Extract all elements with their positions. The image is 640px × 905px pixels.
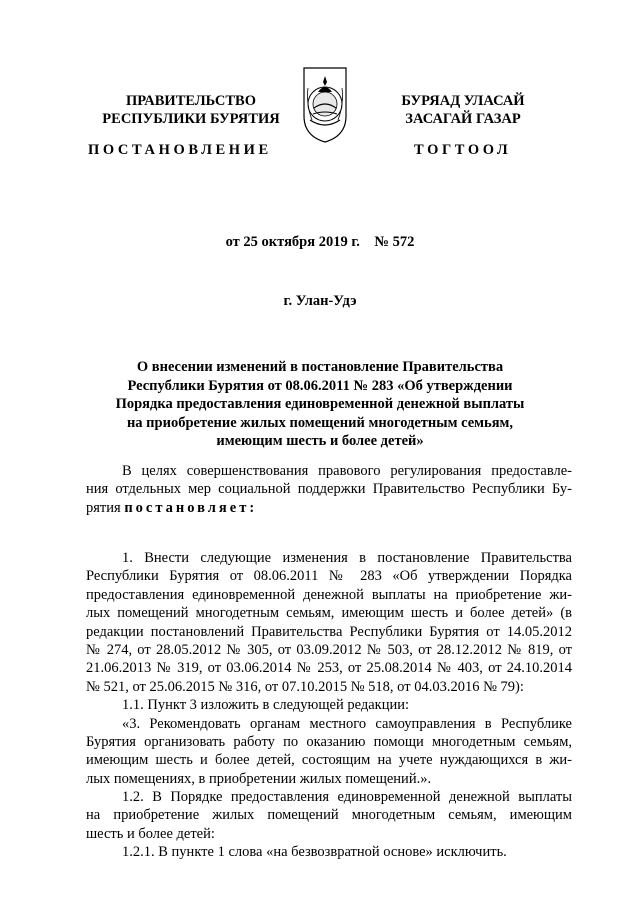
government-name-russian — [96, 92, 286, 128]
preamble-paragraph — [86, 462, 572, 517]
decree-operative-word: постановляет: — [124, 499, 258, 516]
body-line: Республики Бурятия от 08.06.2011 № 283 «Об утверждении Порядка — [86, 568, 572, 585]
coat-of-arms-icon — [298, 64, 352, 144]
decree-date-number: от 25 октября 2019 г. № 572 — [225, 234, 415, 250]
decree-title — [0, 358, 640, 451]
body-line: ния отдельных мер социальной поддержки Правительство Республики Бу- — [86, 481, 572, 498]
body-line: 1. Внести следующие изменения в постановление Правительства — [122, 550, 572, 566]
body-line: редакции постановлений Правительства Республики Бурятия от 14.05.2012 — [86, 623, 572, 640]
header-right-line-1: БУРЯАД УЛАСАЙ — [401, 93, 525, 109]
quote-line: Бурятия организовать работу по оказанию помощи многодетным семьям, — [86, 733, 572, 750]
decree-type-buryat: ТОГТООЛ — [414, 142, 512, 158]
body-line — [86, 499, 572, 517]
quote-line: лых помещениях, в приобретении жилых помещений.». — [86, 770, 432, 787]
title-line: Порядка предоставления единовременной денежной выплаты — [115, 396, 525, 412]
title-line: Республики Бурятия от 08.06.2011 № 283 «Об утверждении — [127, 377, 513, 394]
preamble-text: рятия — [86, 499, 125, 516]
item-1-2-line: 1.2. В Порядке предоставления единовременной денежной выплаты — [122, 789, 572, 806]
decree-city: г. Улан-Удэ — [283, 293, 357, 309]
item-1-2-line: шесть и более детей: — [86, 825, 215, 842]
header-left-line-1: ПРАВИТЕЛЬСТВО — [126, 93, 256, 109]
item-1-2-line: на приобретение жилых помещений многодетным семьям, имеющим — [86, 807, 572, 824]
body-line: 21.06.2013 № 319, от 03.06.2014 № 253, от 25.08.2014 № 403, от 24.10.2014 — [86, 660, 572, 677]
item-1-1-line: 1.1. Пункт 3 изложить в следующей редакции: — [122, 697, 410, 714]
header-left-line-2: РЕСПУБЛИКИ БУРЯТИЯ — [102, 111, 280, 127]
title-line: имеющим шесть и более детей» — [216, 433, 424, 449]
quote-line: имеющим шесть и более детей, состоящим на учете нуждающихся в жи- — [86, 752, 572, 769]
body-line: лых помещений многодетным семьям, имеющим шесть и более детей» (в — [86, 605, 572, 622]
header-right-line-2: ЗАСАГАЙ ГАЗАР — [405, 111, 521, 127]
body-line: № 274, от 28.05.2012 № 305, от 03.09.2012 № 503, от 28.12.2012 № 819, от — [86, 641, 572, 658]
title-line: на приобретение жилых помещений многодетным семьям, — [126, 414, 514, 431]
title-line: О внесении изменений в постановление Правительства — [136, 359, 504, 375]
government-name-buryat — [378, 92, 548, 128]
item-1-section — [86, 549, 572, 862]
body-line: № 521, от 25.06.2015 № 316, от 07.10.2015 № 518, от 04.03.2016 № 79): — [86, 678, 524, 695]
body-line: В целях совершенствования правового регулирования предоставле- — [122, 463, 572, 479]
quote-line: «3. Рекомендовать органам местного самоуправления в Республике — [122, 715, 572, 732]
body-line: предоставления единовременной денежной выплаты на приобретение жи- — [86, 586, 572, 603]
decree-type-russian: ПОСТАНОВЛЕНИЕ — [88, 142, 272, 158]
item-1-2-1-line: 1.2.1. В пункте 1 слова «на безвозвратной основе» исключить. — [122, 844, 507, 861]
